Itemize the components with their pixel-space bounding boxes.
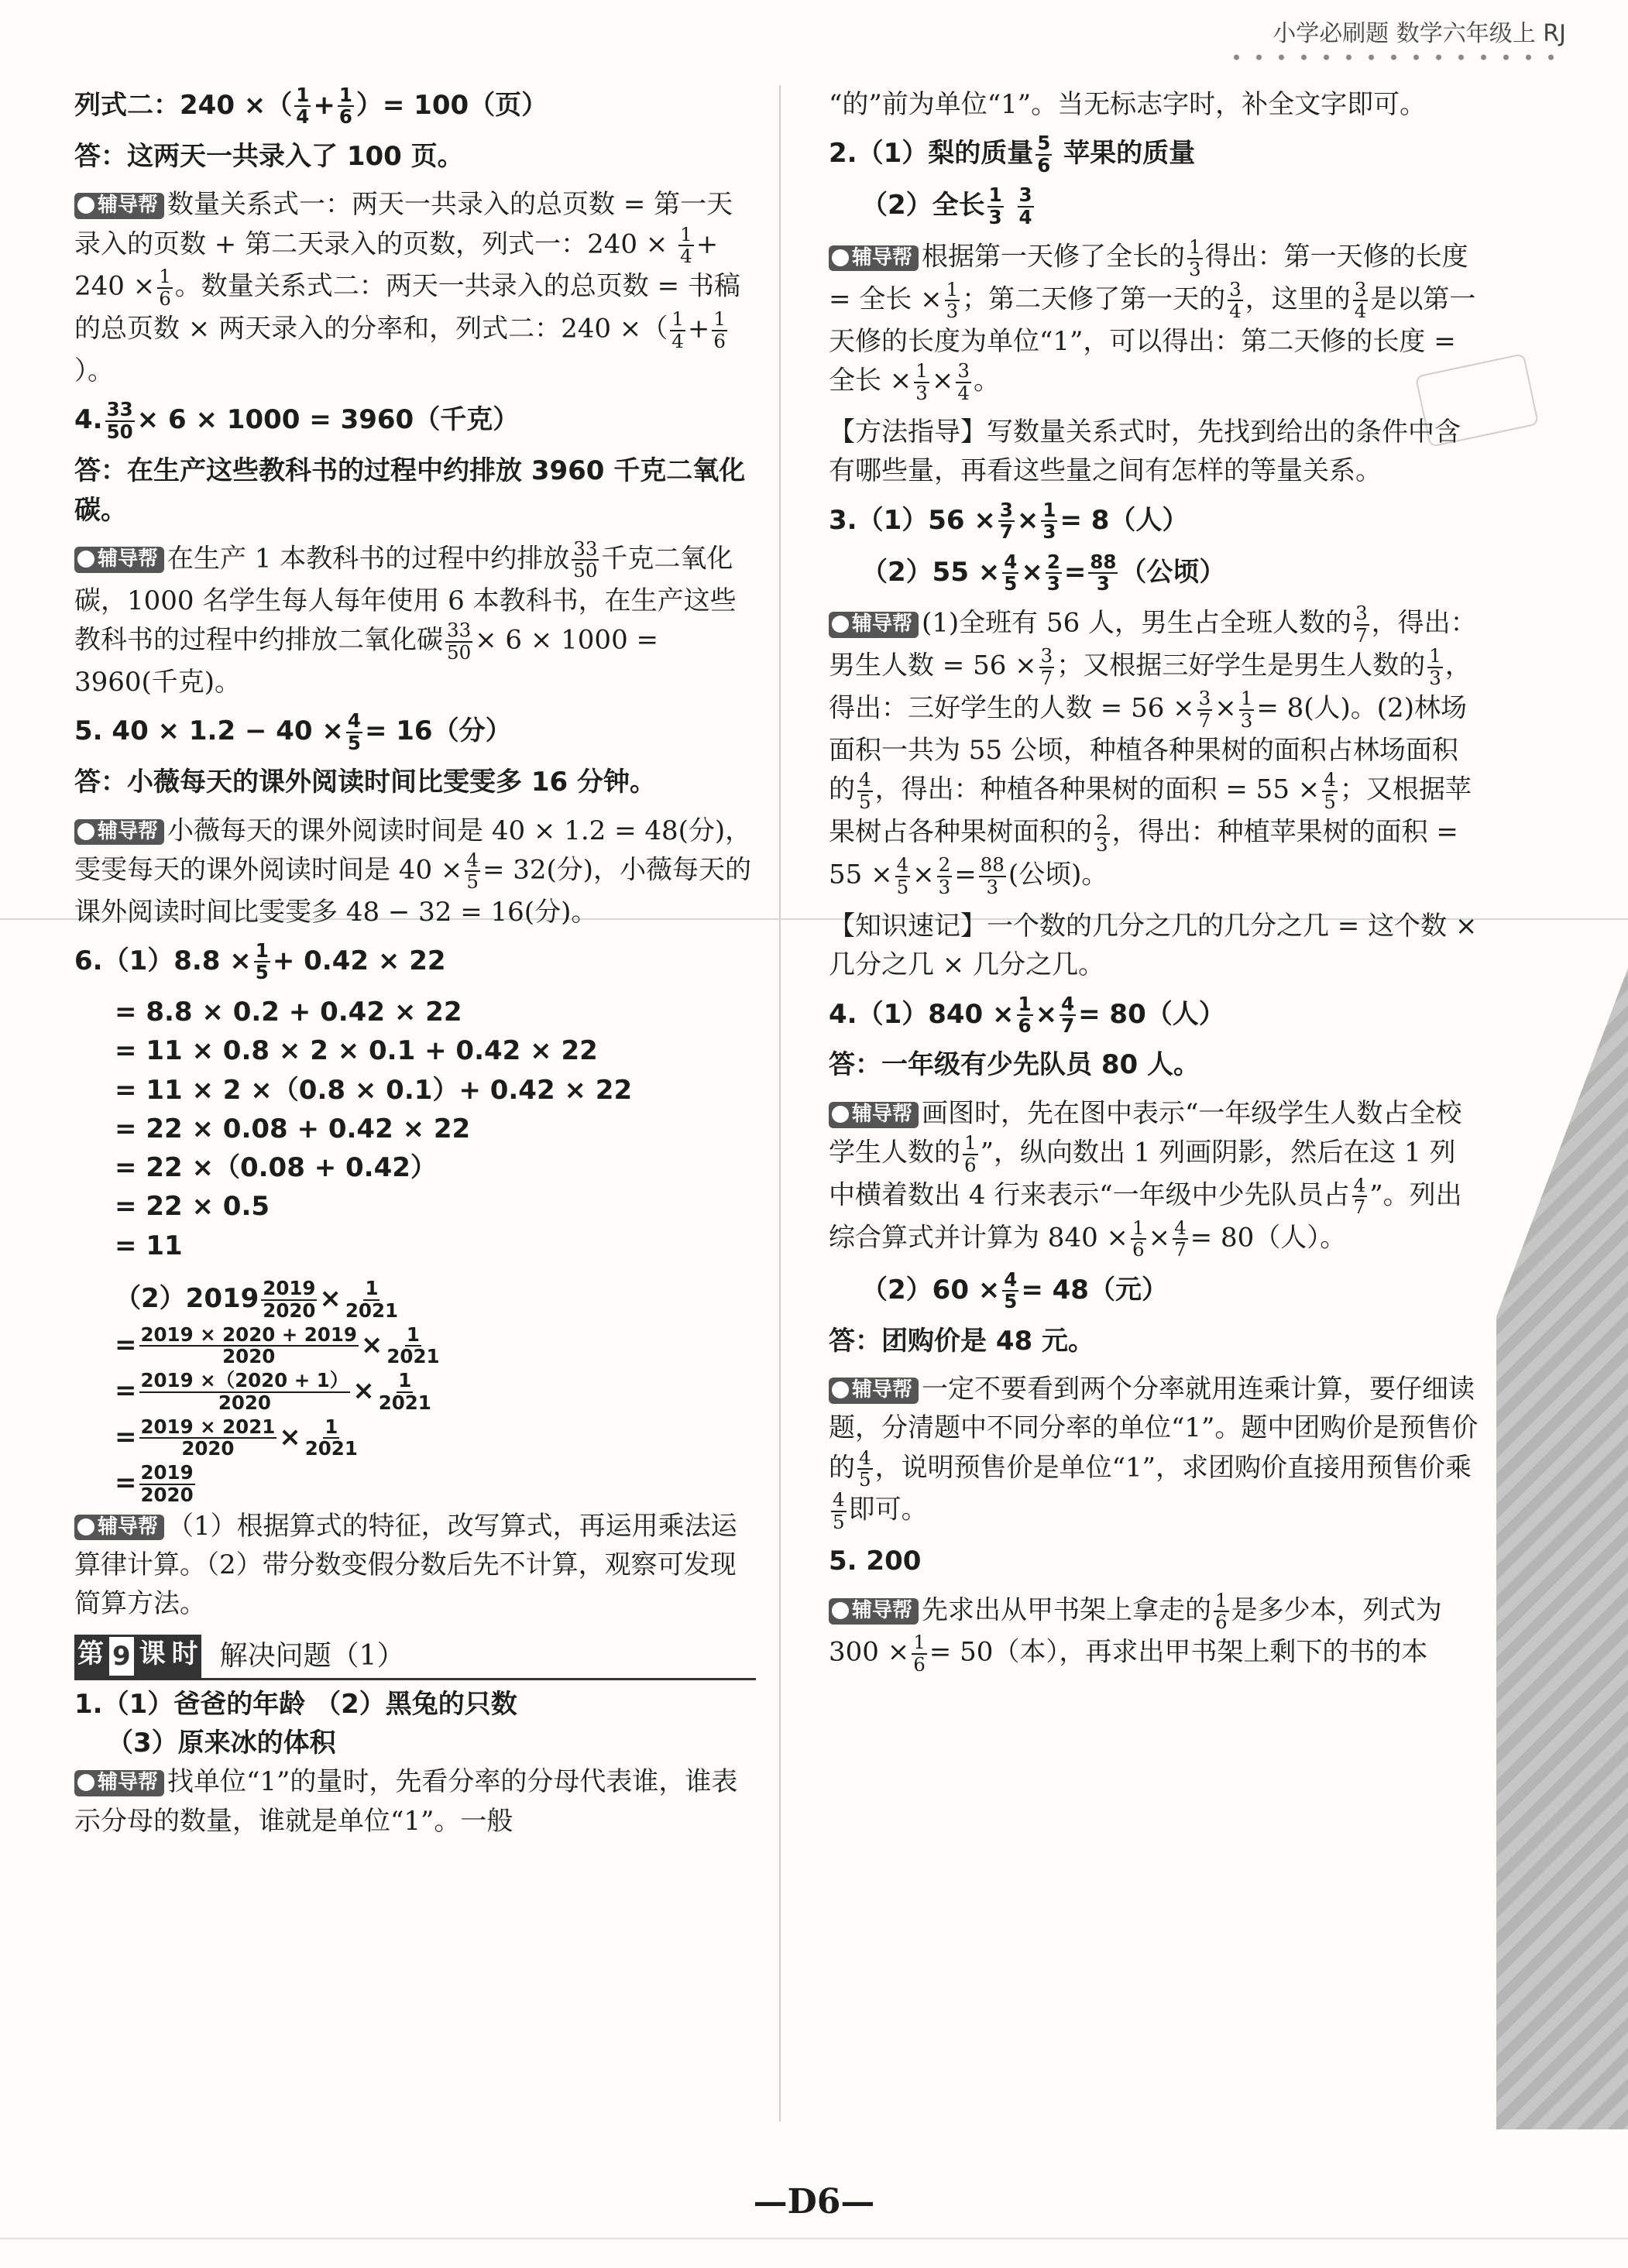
fraction: $\frac{1}{6}$ bbox=[159, 265, 171, 310]
answer-line: （2）全长 $\frac{1}{3}$ $\frac{3}{4}$ bbox=[861, 184, 1032, 228]
fraction: $\frac{1}{3}$ bbox=[1429, 644, 1441, 689]
knowledge-note: 【知识速记】一个数的几分之几的几分之几 = 这个数 × 几分之几 × 几分之几。 bbox=[829, 910, 1478, 981]
fraction: $\frac{3}{4}$ bbox=[957, 359, 970, 404]
answer-line: 2.（1）梨的质量 $\frac{5}{6}$ 苹果的质量 bbox=[829, 132, 1196, 177]
helper-icon bbox=[832, 249, 849, 266]
fraction: $\frac{1}{4}$ bbox=[680, 222, 692, 267]
calc-step: = 22 × 0.08 + 0.42 × 22 bbox=[115, 1113, 471, 1144]
fudaobang-label: 辅导帮 bbox=[829, 612, 919, 638]
fraction: $\frac{1}{4}$ bbox=[671, 307, 684, 352]
helper-icon bbox=[832, 1381, 849, 1398]
hint-paragraph: 辅导帮 画图时，先在图中表示“一年级学生人数占全校学生人数的 $\frac{1}{6}$ ”，纵向数出 1 列画阴影，然后在这 1 列中横着数出 4 行来表示“一年级中少先队员占 $\frac{4}{7}$ ”。列出综合算式并计算为 840 × $\frac{1}{6}$ × $\frac{4}{7}$ = 80（人）。 bbox=[829, 1097, 1462, 1261]
fraction: $\frac{1}{6}$ bbox=[1018, 992, 1032, 1037]
helper-icon bbox=[77, 823, 94, 840]
hint-paragraph: 辅导帮 小薇每天的课外阅读时间是 40 × 1.2 = 48(分)，雯雯每天的课外阅读时间是 40 × $\frac{4}{5}$ = 32(分)，小薇每天的课外阅读时间比雯雯多 48 − 32 = 16(分)。 bbox=[74, 815, 752, 928]
answer-line: 5. 200 bbox=[829, 1546, 922, 1577]
answer-sentence: 答：这两天一共录入了 100 页。 bbox=[74, 140, 464, 172]
calc-step: = $\frac{2019 \times 2021}{2020}$ × $\frac{1}{2021}$ bbox=[115, 1415, 358, 1460]
section-heading bbox=[74, 1635, 756, 1680]
fraction: $\frac{4}{7}$ bbox=[1174, 1216, 1187, 1261]
text-line: “的”前为单位“1”。当无标志字时，补全文字即可。 bbox=[829, 89, 1427, 120]
fraction: $\frac{33}{50}$ bbox=[573, 537, 598, 582]
fraction: $\frac{1}{3}$ bbox=[1189, 235, 1201, 280]
fraction: $\frac{1}{5}$ bbox=[255, 939, 269, 984]
hint-paragraph: 辅导帮 数量关系式一：两天一共录入的总页数 = 第一天录入的页数 + 第二天录入的页数，列式一：240 × $\frac{1}{4}$ + 240 × $\frac{1}{6}$ 。数量关系式二：两天一共录入的总页数 = 书稿的总页数 × 两天录入的分率和，列式二：240 ×（ $\frac{1}{4}$ + $\frac{1}{6}$ ）。 bbox=[74, 189, 740, 387]
calc-step: = 22 × 0.5 bbox=[115, 1191, 270, 1223]
fraction: $\frac{1}{6}$ bbox=[913, 1631, 926, 1676]
calc-step: = 11 × 2 ×（0.8 × 0.1）+ 0.42 × 22 bbox=[115, 1074, 633, 1106]
helper-icon bbox=[77, 197, 94, 214]
answer-line: 列式二：240 ×（ $\frac{1}{4}$ + $\frac{1}{6}$ ）= 100（页） bbox=[74, 84, 548, 129]
fraction: $\frac{3}{4}$ bbox=[1018, 184, 1032, 228]
answer-line: 4.（1）840 × $\frac{1}{6}$ × $\frac{4}{7}$ = 80（人） bbox=[829, 992, 1225, 1037]
fraction: $\frac{1}{6}$ bbox=[1132, 1216, 1145, 1261]
fraction: $\frac{4}{5}$ bbox=[833, 1488, 845, 1533]
fraction: $\frac{1}{3}$ bbox=[1240, 687, 1253, 732]
answer-line: 1.（1）爸爸的年龄 （2）黑兔的只数 bbox=[74, 1688, 517, 1720]
text: ）= 100（页） bbox=[355, 89, 548, 121]
header-dots bbox=[1225, 54, 1566, 60]
answer-line: 4. $\frac{33}{50}$ × 6 × 1000 = 3960（千克） bbox=[74, 398, 520, 443]
fraction: $\frac{2}{3}$ bbox=[1046, 550, 1060, 595]
fraction: $\frac{1}{4}$ bbox=[296, 84, 310, 129]
helper-icon bbox=[832, 1602, 849, 1619]
answer-line: （2）55 × $\frac{4}{5}$ × $\frac{2}{3}$ = $\frac{88}{3}$ （公顷） bbox=[861, 550, 1226, 595]
section-title: 解决问题（1） bbox=[219, 1640, 405, 1673]
answer-line: （3）原来冰的体积 bbox=[107, 1728, 336, 1759]
fraction: $\frac{33}{50}$ bbox=[106, 398, 133, 443]
fraction: $\frac{33}{50}$ bbox=[447, 619, 472, 664]
fudaobang-label: 辅导帮 bbox=[829, 1102, 919, 1128]
fraction: $\frac{3}{7}$ bbox=[1198, 687, 1211, 732]
fraction: $\frac{1}{3}$ bbox=[988, 184, 1002, 228]
fraction: $\frac{3}{7}$ bbox=[1355, 602, 1368, 647]
answer-line: （2）60 × $\frac{4}{5}$ = 48（元） bbox=[861, 1268, 1168, 1313]
fraction: $\frac{4}{5}$ bbox=[466, 848, 479, 894]
fraction: $\frac{1}{6}$ bbox=[338, 84, 352, 129]
fold-line bbox=[0, 2238, 1628, 2239]
calc-step: = 22 ×（0.08 + 0.42） bbox=[115, 1152, 437, 1184]
calc-step: = $\frac{2019}{2020}$ bbox=[115, 1461, 194, 1506]
calc-step: （2）2019 $\frac{2019}{2020}$ × $\frac{1}{2021}$ bbox=[115, 1277, 399, 1322]
answer-sentence: 答：在生产这些教科书的过程中约排放 3960 千克二氧化碳。 bbox=[74, 455, 746, 526]
fraction: $\frac{5}{6}$ bbox=[1037, 132, 1051, 177]
hint-paragraph: 辅导帮 根据第一天修了全长的 $\frac{1}{3}$ 得出：第一天修的长度 = 全长 × $\frac{1}{3}$ ；第二天修了第一天的 $\frac{3}{4}$ ，这里的 $\frac{3}{4}$ 是以第一天修的长度为单位“1”，可以得出：第二天修的长度 = 全长 × $\frac{1}{3}$ × $\frac{3}{4}$ 。 bbox=[829, 235, 1476, 404]
fraction: $\frac{3}{7}$ bbox=[1040, 644, 1053, 689]
fraction: $\frac{88}{3}$ bbox=[980, 853, 1005, 898]
right-column bbox=[829, 85, 1479, 1684]
fraction: $\frac{4}{5}$ bbox=[1004, 550, 1018, 595]
fraction: $\frac{2}{3}$ bbox=[1096, 811, 1108, 856]
fraction: $\frac{2019 \times(2020 + 1)}{2020}$ bbox=[140, 1369, 349, 1414]
fraction: $\frac{4}{5}$ bbox=[347, 709, 361, 754]
fraction: $\frac{1}{6}$ bbox=[713, 307, 726, 352]
fraction: $\frac{2019 \times 2020 + 2019}{2020}$ bbox=[140, 1323, 357, 1368]
hint-paragraph: 辅导帮 先求出从甲书架上拿走的 $\frac{1}{6}$ 是多少本，列式为 300 × $\frac{1}{6}$ = 50（本），再求出甲书架上剩下的书的本 bbox=[829, 1588, 1442, 1676]
fraction: $\frac{3}{7}$ bbox=[999, 498, 1013, 544]
fraction: $\frac{88}{3}$ bbox=[1090, 550, 1117, 595]
fudaobang-label: 辅导帮 bbox=[74, 1515, 164, 1541]
calc-step: = $\frac{2019 \times(2020 + 1)}{2020}$ × $\frac{1}{2021}$ bbox=[115, 1369, 431, 1414]
fudaobang-label: 辅导帮 bbox=[74, 547, 164, 573]
column-divider bbox=[779, 85, 781, 2122]
fraction: $\frac{4}{5}$ bbox=[1004, 1268, 1018, 1313]
answer-sentence: 答：一年级有少先队员 80 人。 bbox=[829, 1049, 1200, 1081]
fraction: $\frac{2}{3}$ bbox=[938, 853, 951, 898]
fudaobang-label: 辅导帮 bbox=[74, 1770, 164, 1796]
answer-sentence: 答：团购价是 48 元。 bbox=[829, 1325, 1094, 1357]
helper-icon bbox=[77, 1774, 94, 1791]
answer-line: 5. 40 × 1.2 − 40 × $\frac{4}{5}$ = 16（分） bbox=[74, 709, 512, 754]
fudaobang-label: 辅导帮 bbox=[829, 1598, 919, 1625]
fraction: $\frac{1}{2021}$ bbox=[345, 1277, 399, 1322]
calc-step: = 8.8 × 0.2 + 0.42 × 22 bbox=[115, 996, 462, 1028]
helper-icon bbox=[77, 551, 94, 568]
fraction: $\frac{3}{4}$ bbox=[1354, 277, 1367, 323]
text: 列式二：240 ×（ bbox=[74, 89, 293, 121]
fudaobang-label: 辅导帮 bbox=[74, 193, 164, 219]
answer-line: 3.（1）56 × $\frac{3}{7}$ × $\frac{1}{3}$ = 8（人） bbox=[829, 498, 1189, 544]
left-column bbox=[74, 85, 756, 1850]
hint-paragraph: 辅导帮 (1)全班有 56 人，男生占全班人数的 $\frac{3}{7}$ ，得出：男生人数 = 56 × $\frac{3}{7}$ ；又根据三好学生是男生人数的 $\frac{1}{3}$ ，得出：三好学生的人数 = 56 × $\frac{3}{7}$ × $\frac{1}{3}$ = 8(人)。(2)林场面积一共为 55 公顷，种植各种果树的面积占林场面积的 $\frac{4}{5}$ ，得出：种植各种果树的面积 = 55 × $\frac{4}{5}$ ；又根据苹果树占各种果树面积的 $\frac{2}{3}$ ，得出：种植苹果树的面积 = 55 × $\frac{4}{5}$ × $\frac{2}{3}$ = $\frac{88}{3}$ (公顷)。 bbox=[829, 602, 1477, 898]
hint-paragraph: 辅导帮 在生产 1 本教科书的过程中约排放 $\frac{33}{50}$ 千克二氧化碳，1000 名学生每人每年使用 6 本教科书，在生产这些教科书的过程中约排放二氧化碳 $\frac{33}{50}$ × 6 × 1000 = 3960(千克)。 bbox=[74, 537, 737, 698]
fraction: $\frac{1}{3}$ bbox=[915, 359, 928, 404]
helper-icon bbox=[832, 1106, 849, 1123]
fudaobang-label: 辅导帮 bbox=[74, 819, 164, 846]
fraction: $\frac{1}{3}$ bbox=[1042, 498, 1056, 544]
helper-icon bbox=[832, 616, 849, 633]
fraction: $\frac{2019}{2020}$ bbox=[263, 1277, 316, 1322]
fraction: $\frac{2019 \times 2021}{2020}$ bbox=[140, 1415, 276, 1460]
calc-step: = $\frac{2019 \times 2020 + 2019}{2020}$ × $\frac{1}{2021}$ bbox=[115, 1323, 440, 1368]
fraction: $\frac{1}{2021}$ bbox=[378, 1369, 431, 1414]
method-note: 【方法指导】写数量关系式时，先找到给出的条件中含有哪些量，再看这些量之间有怎样的等量关系。 bbox=[829, 417, 1461, 487]
fraction: $\frac{3}{4}$ bbox=[1229, 277, 1242, 323]
fraction: $\frac{4}{5}$ bbox=[896, 853, 909, 898]
fraction: $\frac{4}{5}$ bbox=[859, 768, 871, 813]
hint-paragraph: 辅导帮 （1）根据算式的特征，改写算式，再运用乘法运算律计算。（2）带分数变假分数后先不计算，观察可发现简算方法。 bbox=[74, 1510, 737, 1620]
fudaobang-label: 辅导帮 bbox=[829, 245, 919, 272]
page-header: 小学必刷题 数学六年级上 RJ bbox=[1273, 20, 1566, 47]
helper-icon bbox=[77, 1518, 94, 1535]
calc-steps-2 bbox=[74, 1276, 756, 1507]
calc-step: = 11 bbox=[115, 1230, 183, 1261]
fraction: $\frac{1}{2021}$ bbox=[304, 1415, 358, 1460]
hint-paragraph: 辅导帮 一定不要看到两个分率就用连乘计算，要仔细读题，分清题中不同分率的单位“1”。题中团购价是预售价的 $\frac{4}{5}$ ，说明预售价是单位“1”，求团购价直接用预售价乘 $\frac{4}{5}$ 即可。 bbox=[829, 1373, 1479, 1533]
fraction: $\frac{1}{2021}$ bbox=[386, 1323, 440, 1368]
fudaobang-label: 辅导帮 bbox=[829, 1378, 919, 1404]
hint-paragraph: 辅导帮 找单位“1”的量时，先看分率的分母代表谁，谁表示分母的数量，谁就是单位“1”。一般 bbox=[74, 1766, 738, 1837]
page-number: —D6— bbox=[753, 2182, 875, 2222]
fraction: $\frac{4}{7}$ bbox=[1061, 992, 1075, 1037]
lesson-label: 第 9 课 时 bbox=[74, 1635, 201, 1678]
answer-line: 6.（1）8.8 × $\frac{1}{5}$ + 0.42 × 22 bbox=[74, 939, 446, 984]
calc-step: = 11 × 0.8 × 2 × 0.1 + 0.42 × 22 bbox=[115, 1035, 598, 1067]
fraction: $\frac{4}{5}$ bbox=[1324, 768, 1336, 813]
fraction: $\frac{4}{7}$ bbox=[1353, 1173, 1366, 1219]
fraction: $\frac{2019}{2020}$ bbox=[140, 1461, 194, 1506]
decorative-side-banner bbox=[1496, 968, 1628, 2129]
answer-sentence: 答：小薇每天的课外阅读时间比雯雯多 16 分钟。 bbox=[74, 767, 656, 798]
fraction: $\frac{1}{3}$ bbox=[946, 277, 959, 323]
fraction: $\frac{1}{6}$ bbox=[1215, 1588, 1228, 1633]
fraction: $\frac{1}{6}$ bbox=[964, 1131, 977, 1176]
fraction: $\frac{4}{5}$ bbox=[859, 1446, 871, 1491]
calc-steps bbox=[74, 993, 756, 1265]
